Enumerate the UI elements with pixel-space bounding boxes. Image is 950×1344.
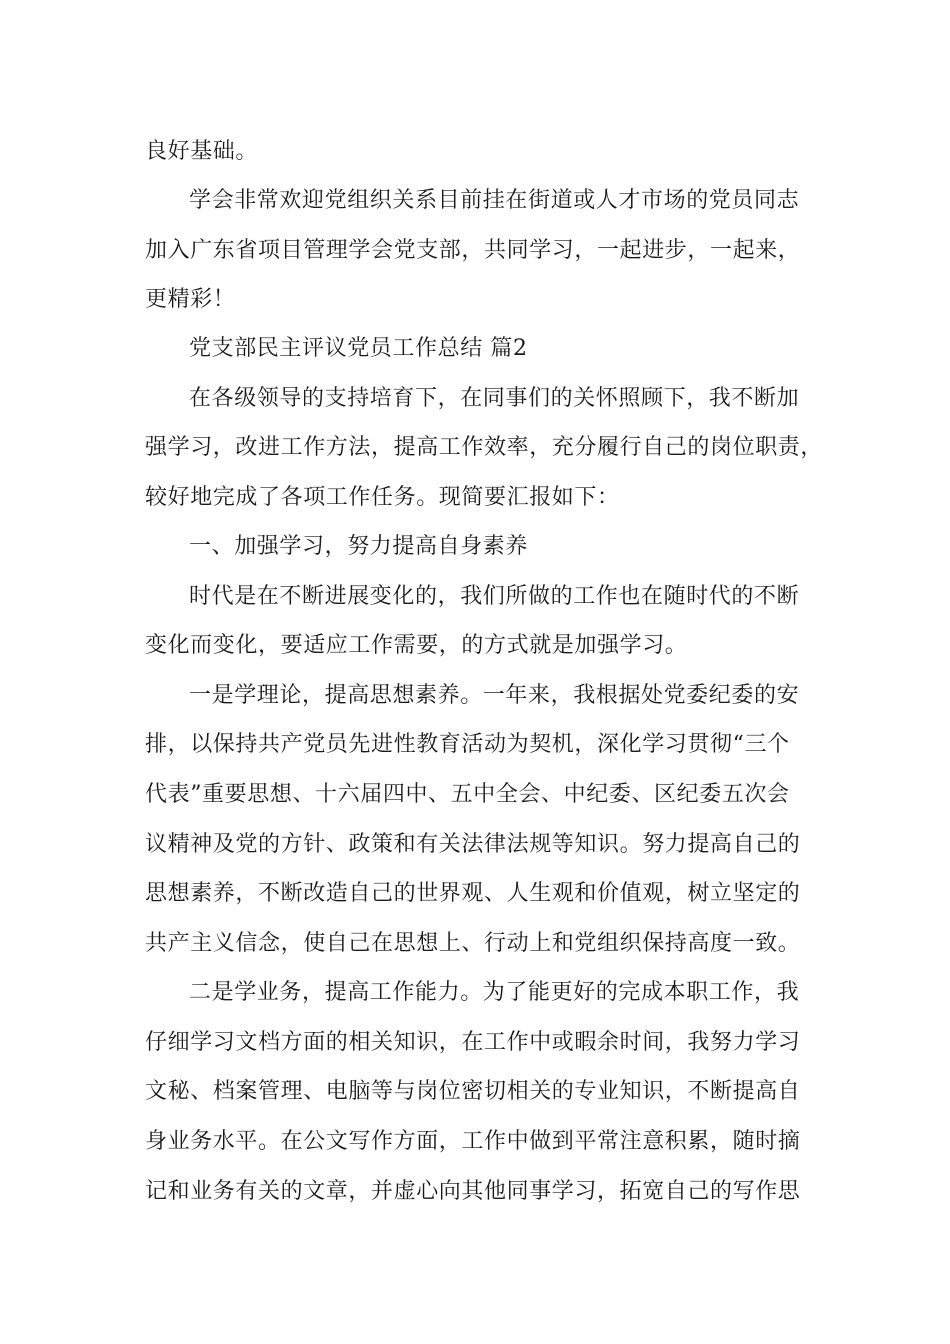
- text-line: 仔细学习文档方面的相关知识，在工作中或暇余时间，我努力学习: [145, 1030, 801, 1055]
- text-line: 共产主义信念，使自己在思想上、行动上和党组织保持高度一致。: [145, 931, 801, 956]
- text-line: 文秘、档案管理、电脑等与岗位密切相关的专业知识，不断提高自: [145, 1079, 801, 1104]
- text-line: 代表”重要思想、十六届四中、五中全会、中纪委、区纪委五次会: [145, 782, 790, 807]
- text-line: 二是学业务，提高工作能力。为了能更好的完成本职工作，我: [189, 980, 800, 1005]
- text-line: 排，以保持共产党员先进性教育活动为契机，深化学习贯彻“三个: [145, 732, 790, 757]
- text-line: 思想素养，不断改造自己的世界观、人生观和价值观，树立坚定的: [145, 881, 801, 906]
- text-line: 一是学理论，提高思想素养。一年来，我根据处党委纪委的安: [189, 683, 800, 708]
- text-line: 强学习，改进工作方法，提高工作效率，充分履行自己的岗位职责，: [145, 435, 824, 460]
- subheading: 一、加强学习，努力提高自身素养: [189, 534, 529, 559]
- text-line: 学会非常欢迎党组织关系目前挂在街道或人才市场的党员同志: [189, 188, 800, 213]
- text-line: 议精神及党的方针、政策和有关法律法规等知识。努力提高自己的: [145, 832, 801, 857]
- text-line: 在各级领导的支持培育下，在同事们的关怀照顾下，我不断加: [189, 386, 800, 411]
- text-line: 加入广东省项目管理学会党支部，共同学习，一起进步，一起来，: [145, 238, 801, 263]
- text-line: 良好基础。: [145, 139, 259, 164]
- text-line: 身业务水平。在公文写作方面，工作中做到平常注意积累，随时摘: [145, 1129, 801, 1154]
- text-line: 较好地完成了各项工作任务。现简要汇报如下：: [145, 485, 620, 510]
- text-line: 时代是在不断进展变化的，我们所做的工作也在随时代的不断: [189, 584, 800, 609]
- text-line: 更精彩！: [145, 287, 236, 312]
- text-line: 记和业务有关的文章，并虚心向其他同事学习，拓宽自己的写作思: [145, 1179, 801, 1204]
- section-heading: 党支部民主评议党员工作总结 篇2: [189, 336, 528, 361]
- text-line: 变化而变化，要适应工作需要，的方式就是加强学习。: [145, 633, 688, 658]
